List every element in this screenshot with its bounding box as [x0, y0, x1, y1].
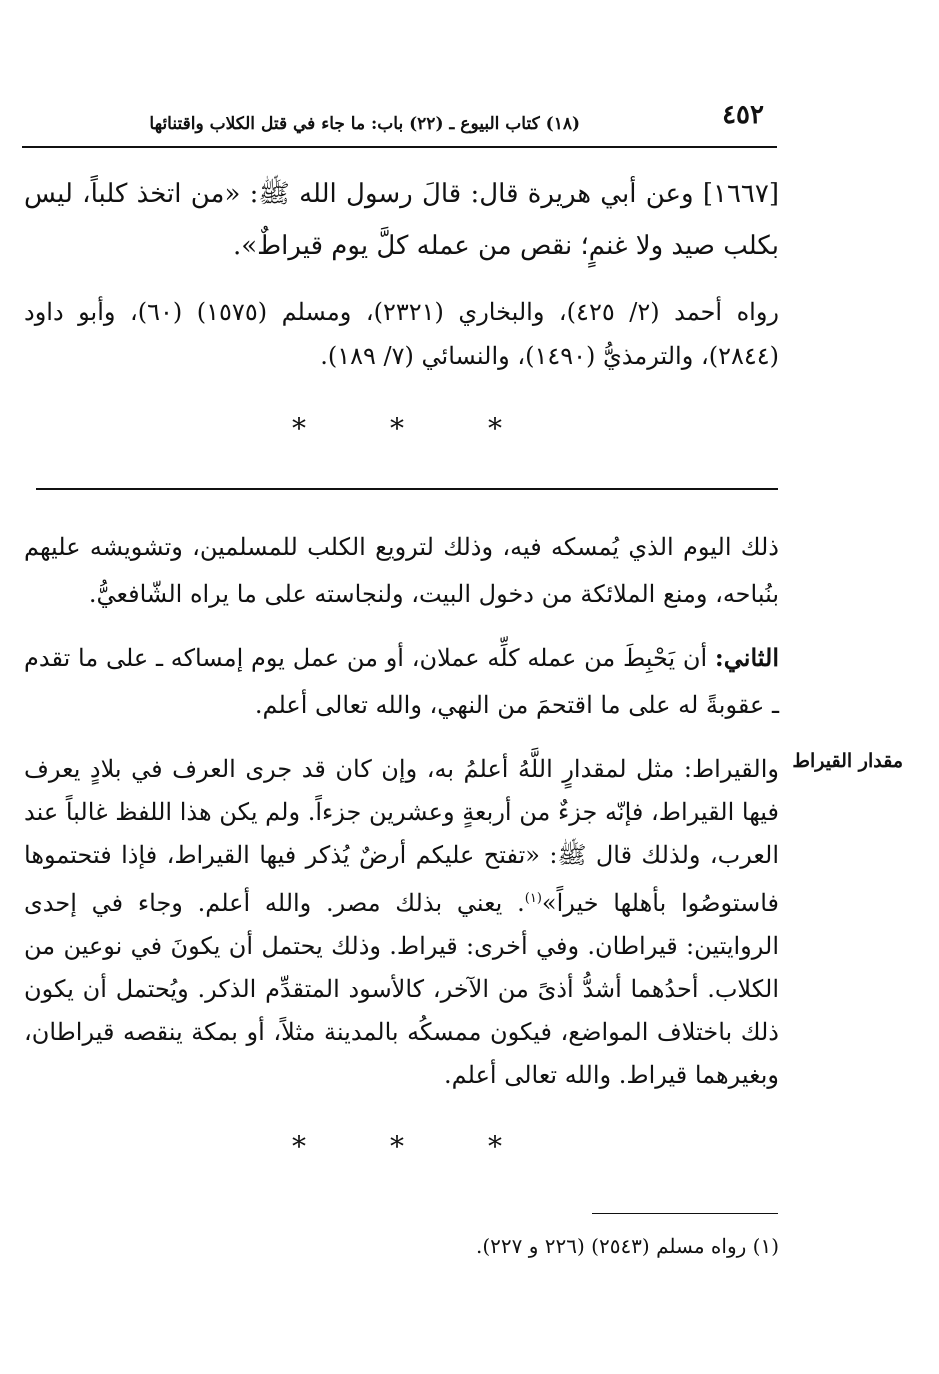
asterisk: * [292, 1130, 306, 1163]
commentary-paragraph-qirat [24, 748, 779, 1097]
margin-note: مقدار القيراط [792, 750, 903, 772]
header-rule [22, 146, 777, 148]
hadith-text: [١٦٦٧] وعن أبي هريرة قال: قالَ رسول الله ﷺ: «من اتخذ كلباً، ليس بكلب صيد ولا غنمٍ؛ نقص من عمله كلَّ يوم قيراطٌ». [24, 179, 779, 261]
hadith-source: رواه أحمد (٢/ ٤٢٥)، والبخاري (٢٣٢١)، ومسلم (١٥٧٥) (٦٠)، وأبو داود (٢٨٤٤)، والترمذيُّ (١٤٩٠)، والنسائي (٧/ ١٨٩). [24, 298, 780, 370]
paragraph-text: أن يَحْبِطَ من عمله كلِّه عملان، أو من عمل يوم إمساكه ـ على ما تقدم ـ عقوبةً له على ما اقتحمَ من النهي، والله تعالى أعلم. [24, 644, 779, 719]
section-separator [292, 1130, 502, 1163]
section-separator [292, 412, 502, 445]
asterisk: * [488, 1130, 502, 1163]
paragraph-label: الثاني: [714, 643, 779, 672]
commentary-rule [36, 488, 778, 490]
asterisk: * [390, 412, 404, 445]
commentary-paragraph: ذلك اليوم الذي يُمسكه فيه، وذلك لترويع الكلب للمسلمين، وتشويشه عليهم بنُباحه، ومنع الملائكة من دخول البيت، ولنجاسته على ما يراه الشّافعيُّ. [24, 533, 779, 608]
paragraph-text: والقيراط: مثل لمقدارٍ اللَّهُ أعلمُ به، وإن كان قد جرى العرف في بلادٍ يعرف فيها القيراط، فإنّه جزءٌ من أربعةٍ وعشرين جزءاً. ولم يكن هذا اللفظ غالباً عند العرب، ولذلك قال ﷺ: «تفتح عليكم أرضٌ يُذكر فيها القيراط، فإذا فتحتموها فاستوصُوا بأهلها خيراً» [24, 755, 779, 917]
footnote: (١) رواه مسلم (٢٥٤٣) (٢٢٦ و ٢٢٧). [475, 1234, 779, 1258]
page-number: ٤٥٢ [722, 100, 764, 130]
footnote-rule [592, 1213, 778, 1214]
asterisk: * [292, 412, 306, 445]
asterisk: * [488, 412, 502, 445]
running-head: (١٨) كتاب البيوع ـ (٢٢) باب: ما جاء في قتل الكلاب واقتنائها [149, 114, 580, 134]
footnote-reference: (١) [524, 891, 542, 906]
paragraph-text: . يعني بذلك مصر. والله أعلم. وجاء في إحدى الروايتين: قيراطان. وفي أخرى: قيراط. وذلك يحتمل أن يكونَ في نوعين من الكلاب. أحدُهما أشدُّ أذىً من الآخر، كالأسود المتقدِّم الذكر. ويُحتمل أن يكون ذلك باختلاف المواضع، فيكون ممسكُه بالمدينة مثلاً، أو بمكة ينقصه قيراطان، وبغيرهما قيراط. والله تعالى أعلم. [24, 889, 779, 1089]
commentary-paragraph-second [24, 634, 779, 729]
asterisk: * [390, 1130, 404, 1163]
